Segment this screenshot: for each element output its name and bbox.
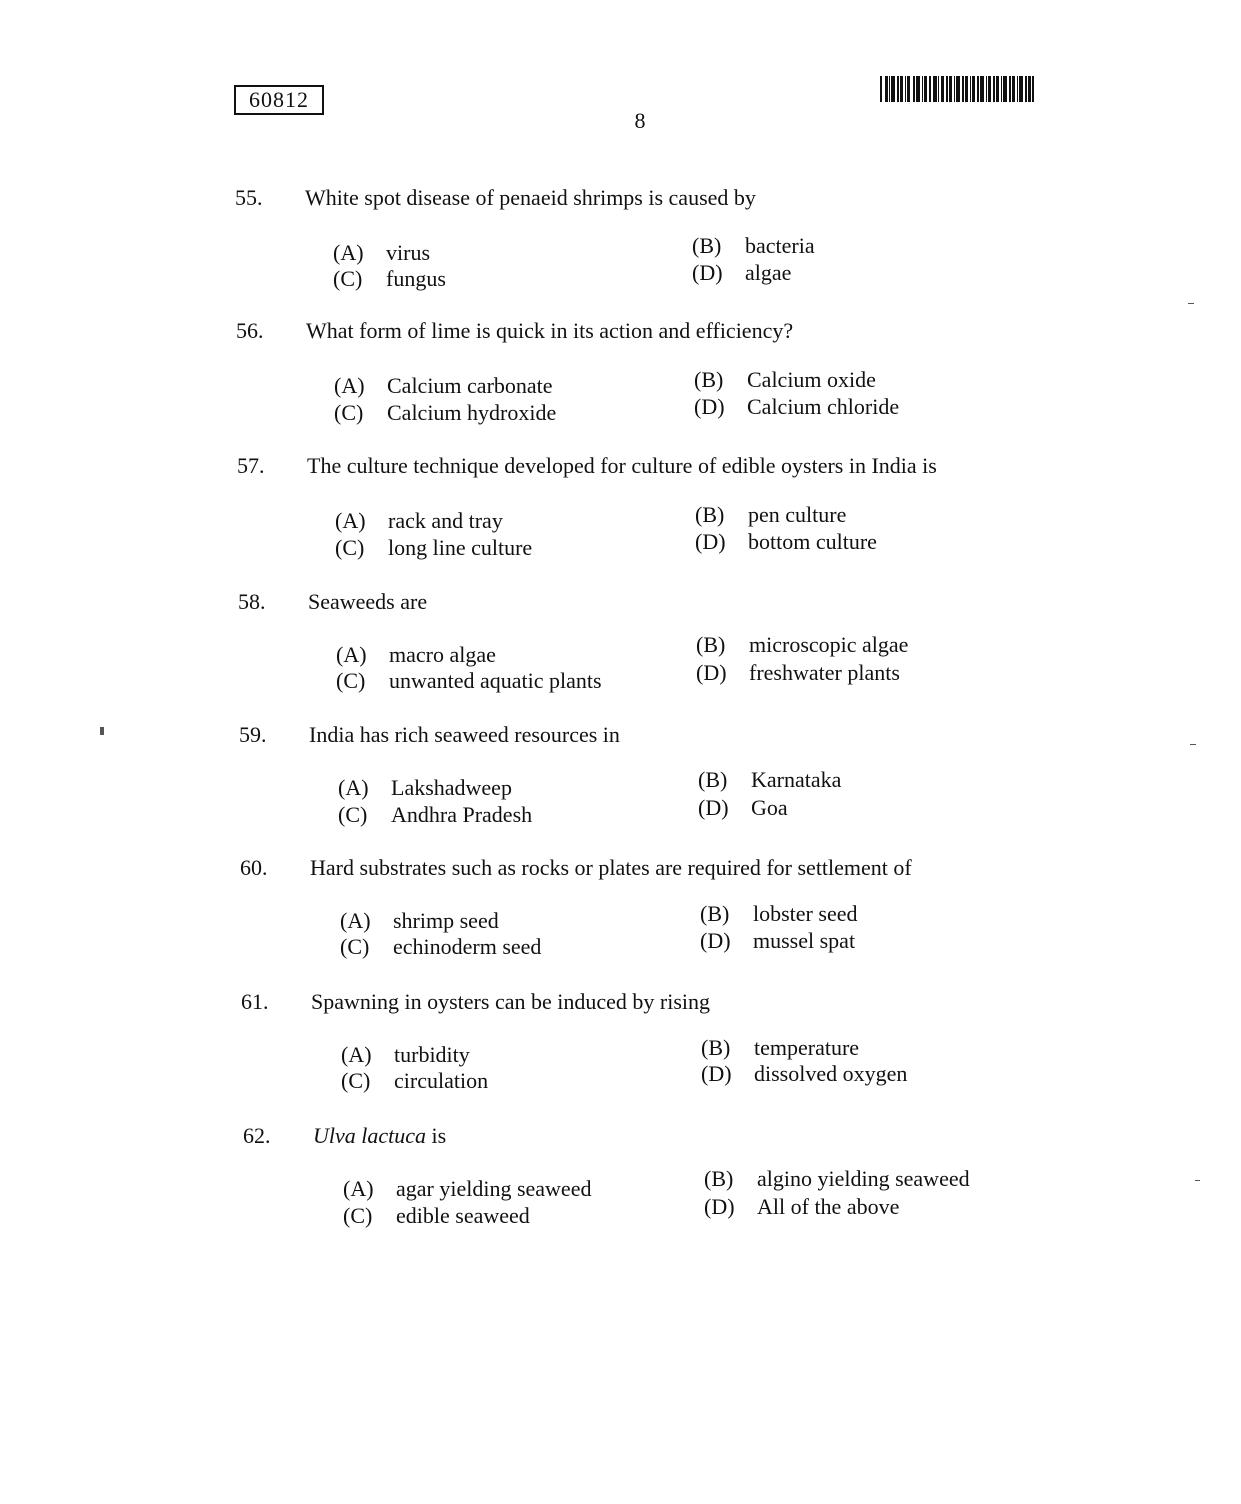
question-text: Ulva lactuca is [313, 1123, 447, 1148]
option-b: (B) temperature [701, 1035, 860, 1060]
question-number: 55. [235, 185, 263, 210]
option-c: (C) Calcium hydroxide [334, 400, 557, 425]
option-c: (C) edible seaweed [343, 1203, 530, 1228]
option-c: (C) circulation [341, 1068, 489, 1093]
species-name: Ulva lactuca [313, 1123, 427, 1148]
option-a: (A) Calcium carbonate [334, 373, 553, 398]
question-text: Spawning in oysters can be induced by rising [311, 989, 710, 1014]
scan-mark [1188, 303, 1194, 304]
option-b: (B) pen culture [695, 502, 847, 527]
scan-mark [1195, 1180, 1200, 1181]
option-a: (A) Lakshadweep [338, 775, 512, 800]
option-b: (B) Calcium oxide [694, 367, 876, 392]
question-55 [235, 185, 1241, 305]
option-d: (D) Goa [698, 795, 788, 820]
question-number: 60. [240, 855, 268, 880]
option-a: (A) virus [333, 240, 430, 265]
option-c: (C) long line culture [335, 535, 533, 560]
option-b: (B) algino yielding seaweed [704, 1166, 970, 1191]
question-58 [238, 589, 1241, 709]
option-c: (C) unwanted aquatic plants [336, 668, 602, 693]
option-d: (D) dissolved oxygen [701, 1061, 908, 1086]
barcode-icon [880, 76, 1034, 102]
option-c: (C) Andhra Pradesh [338, 802, 533, 827]
question-text: The culture technique developed for culture of edible oysters in India is [307, 453, 937, 478]
question-text: India has rich seaweed resources in [309, 722, 620, 747]
option-c: (C) echinoderm seed [340, 934, 542, 959]
option-b: (B) microscopic algae [696, 632, 909, 657]
option-b: (B) Karnataka [698, 767, 842, 792]
question-60 [240, 855, 1241, 975]
question-text: White spot disease of penaeid shrimps is caused by [305, 185, 756, 210]
question-text: Hard substrates such as rocks or plates are required for settlement of [310, 855, 912, 880]
question-number: 62. [243, 1123, 271, 1148]
option-a: (A) turbidity [341, 1042, 470, 1067]
question-text: What form of lime is quick in its action and efficiency? [306, 318, 794, 343]
question-number: 59. [239, 722, 267, 747]
page-number: 8 [634, 108, 646, 133]
option-b: (B) bacteria [692, 233, 815, 258]
option-b: (B) lobster seed [700, 901, 858, 926]
option-c: (C) fungus [333, 266, 446, 291]
option-a: (A) shrimp seed [340, 908, 499, 933]
question-59 [239, 722, 1241, 842]
option-d: (D) freshwater plants [696, 660, 900, 685]
question-62 [243, 1123, 1241, 1243]
scan-mark [100, 727, 104, 735]
option-a: (A) agar yielding seaweed [343, 1176, 592, 1201]
question-number: 61. [241, 989, 269, 1014]
option-d: (D) algae [692, 260, 792, 285]
option-d: (D) bottom culture [695, 529, 877, 554]
option-a: (A) macro algae [336, 642, 496, 667]
option-a: (A) rack and tray [335, 508, 503, 533]
option-d: (D) All of the above [704, 1194, 900, 1219]
question-56 [236, 318, 1241, 438]
scan-mark [1190, 744, 1196, 745]
question-61 [241, 989, 1241, 1109]
option-d: (D) Calcium chloride [694, 394, 900, 419]
question-number: 58. [238, 589, 266, 614]
question-number: 57. [237, 453, 265, 478]
question-57 [237, 453, 1241, 573]
question-text: Seaweeds are [308, 589, 428, 614]
option-d: (D) mussel spat [700, 928, 856, 953]
paper-code-box: 60812 [234, 85, 324, 115]
question-number: 56. [236, 318, 264, 343]
